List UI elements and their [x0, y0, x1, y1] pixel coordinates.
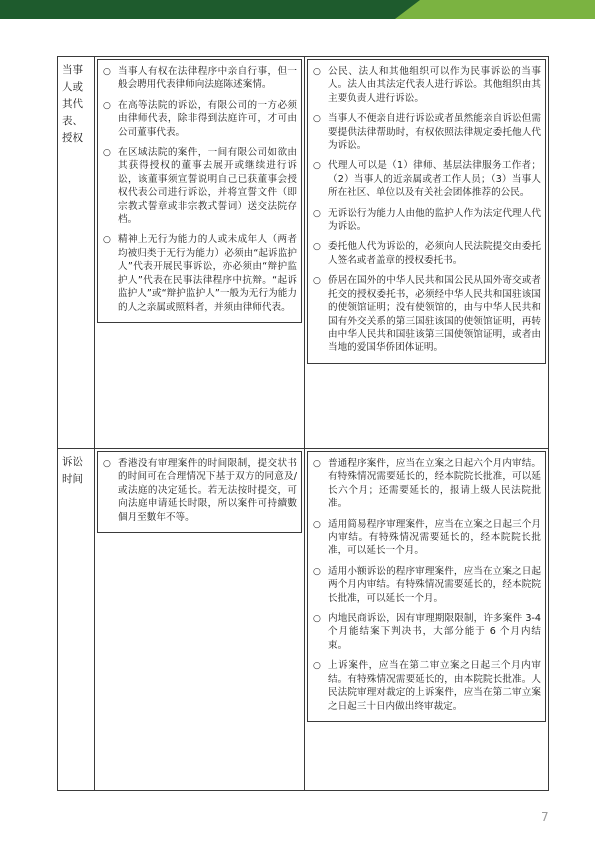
circle-bullet-icon: ○	[313, 459, 321, 469]
cn-bullet-list	[312, 65, 541, 355]
list-item-text: 适用小额诉讼的程序审理案件，应当在立案之日起两个月内审结。有特殊情况需要延长的，经本院院长批准，可以延长一个月。	[328, 565, 541, 604]
cn-inner-box	[307, 59, 546, 364]
circle-bullet-icon: ○	[313, 519, 321, 530]
list-item	[312, 612, 541, 652]
list-item-text: 精神上无行为能力的人或未成年人（两者均被归类于无行为能力）必须由“起诉监护人”代表开展民事诉讼，亦必须由“辩护监护人”代表在民事法律程序中抗辩。“起诉监护人”或“辩护监护人”一般为无行为能力的人之亲属或照料者，并须由律师代表。	[118, 234, 297, 313]
hk-cell-litigation-time	[95, 449, 305, 791]
table-row-parties	[58, 57, 549, 449]
list-item	[102, 65, 297, 92]
list-item-text: 侨居在国外的中华人民共和国公民从国外寄交或者托交的授权委托书，必须经中华人民共和国驻该国的使领馆证明；没有使领馆的，由与中华人民共和国有外交关系的第三国驻该国的使领馆证明，再转由中华人民共和国驻该第三国使领馆证明，或者由当地的爱国华侨团体证明。	[328, 275, 541, 354]
circle-bullet-icon: ○	[103, 148, 111, 159]
list-item-text: 当事人不便亲自进行诉讼或者虽然能亲自诉讼但需要提供法律帮助时，有权依照法律规定委托他人代为诉讼。	[328, 113, 541, 152]
list-item	[102, 146, 297, 226]
circle-bullet-icon: ○	[313, 161, 321, 172]
list-item-text: 上诉案件，应当在第二审立案之日起三个月内审结。有特殊情况需要延长的，由本院院长批准。人民法院审理对裁定的上诉案件，应当在第二审立案之日起三十日内做出终审裁定。	[328, 660, 541, 712]
row-label-parties	[58, 57, 95, 449]
list-item	[312, 518, 541, 558]
circle-bullet-icon: ○	[103, 100, 111, 111]
circle-bullet-icon: ○	[103, 67, 111, 77]
row-label-line: 诉讼	[62, 456, 83, 468]
list-item-text: 当事人有权在法律程序中亲自行事，但一般会聘用代表律师向法庭陈述案情。	[118, 66, 297, 91]
list-item	[102, 457, 297, 524]
list-item	[312, 457, 541, 511]
list-item-text: 无诉讼行为能力人由他的监护人作为法定代理人代为诉讼。	[328, 207, 541, 233]
circle-bullet-icon: ○	[313, 208, 321, 219]
circle-bullet-icon: ○	[313, 566, 321, 577]
list-item	[312, 112, 541, 152]
banner-light-band	[395, 0, 595, 19]
list-item	[312, 240, 541, 267]
circle-bullet-icon: ○	[313, 661, 321, 672]
list-item-text: 公民、法人和其他组织可以作为民事诉讼的当事人。法人由其法定代表人进行诉讼。其他组织由其主要负责人进行诉讼。	[328, 66, 541, 104]
circle-bullet-icon: ○	[103, 459, 111, 469]
list-item	[312, 274, 541, 354]
list-item	[312, 659, 541, 713]
hk-inner-box	[97, 451, 302, 533]
circle-bullet-icon: ○	[313, 67, 321, 77]
row-label-litigation-time	[58, 449, 95, 791]
list-item	[312, 159, 541, 199]
hk-bullet-list	[102, 457, 297, 524]
list-item-text: 委托他人代为诉讼的，必须向人民法院提交由委托人签名或者盖章的授权委托书。	[328, 241, 541, 266]
circle-bullet-icon: ○	[313, 614, 321, 625]
list-item	[102, 99, 297, 139]
list-item-text: 在高等法院的诉讼，有限公司的一方必须由律师代表，除非得到法庭许可，才可由公司董事代表。	[118, 99, 297, 138]
circle-bullet-icon: ○	[103, 235, 111, 246]
table-row-litigation-time	[58, 449, 549, 791]
list-item	[312, 565, 541, 605]
list-item-text: 香港没有审理案件的时间限制，提交状书的时间可在合理情况下基于双方的同意及/或法庭的决定延长。若无法按时提交，可向法庭申请延长时限，所以案件可持續數個月至數年不等。	[118, 458, 297, 523]
cn-cell-parties	[305, 57, 549, 449]
list-item	[102, 233, 297, 313]
cn-cell-litigation-time	[305, 449, 549, 791]
circle-bullet-icon: ○	[313, 276, 321, 287]
list-item	[312, 65, 541, 105]
list-item-text: 代理人可以是（1）律师、基层法律服务工作者；（2）当事人的近亲属或者工作人员；（3）当事人所在社区、单位以及有关社会团体推荐的公民。	[328, 160, 541, 199]
comparison-table	[57, 56, 549, 791]
top-banner	[0, 0, 595, 19]
cn-inner-box	[307, 451, 546, 722]
hk-cell-parties	[95, 57, 305, 449]
row-label-line: 当事	[62, 64, 83, 76]
row-label-line: 人或	[62, 81, 83, 93]
row-label-line: 其代	[62, 98, 83, 110]
list-item-text: 适用简易程序审理案件，应当在立案之日起三个月内审结。有特殊情况需要延长的，经本院院长批准，可以延长一个月。	[328, 518, 541, 557]
cn-bullet-list	[312, 457, 541, 713]
list-item-text: 在区域法院的案件，一间有限公司如欲由其获得授权的董事去展开或继续进行诉讼，该董事须宣誓说明自己已获董事会授权代表公司进行诉讼，并将宣誓文件（即宗教式誓章或非宗教式誓词）送交法院存档。	[118, 147, 297, 226]
circle-bullet-icon: ○	[313, 242, 321, 253]
circle-bullet-icon: ○	[313, 114, 321, 125]
hk-bullet-list	[102, 65, 297, 314]
list-item-text: 普通程序案件，应当在立案之日起六个月内审结。有特殊情况需要延长的，经本院院长批准，可以延长六个月；还需要延长的，报请上级人民法院批准。	[328, 458, 541, 510]
hk-inner-box	[97, 59, 302, 323]
page-number: 7	[541, 810, 549, 824]
list-item-text: 内地民商诉讼，因有审理期限限制，许多案件 3-4 个月能结案下判决书，大部分能于 6 个月内结束。	[328, 613, 541, 651]
list-item	[312, 207, 541, 234]
row-label-line: 表、	[62, 115, 83, 127]
row-label-line: 授权	[62, 132, 83, 144]
row-label-line: 时间	[62, 473, 83, 485]
